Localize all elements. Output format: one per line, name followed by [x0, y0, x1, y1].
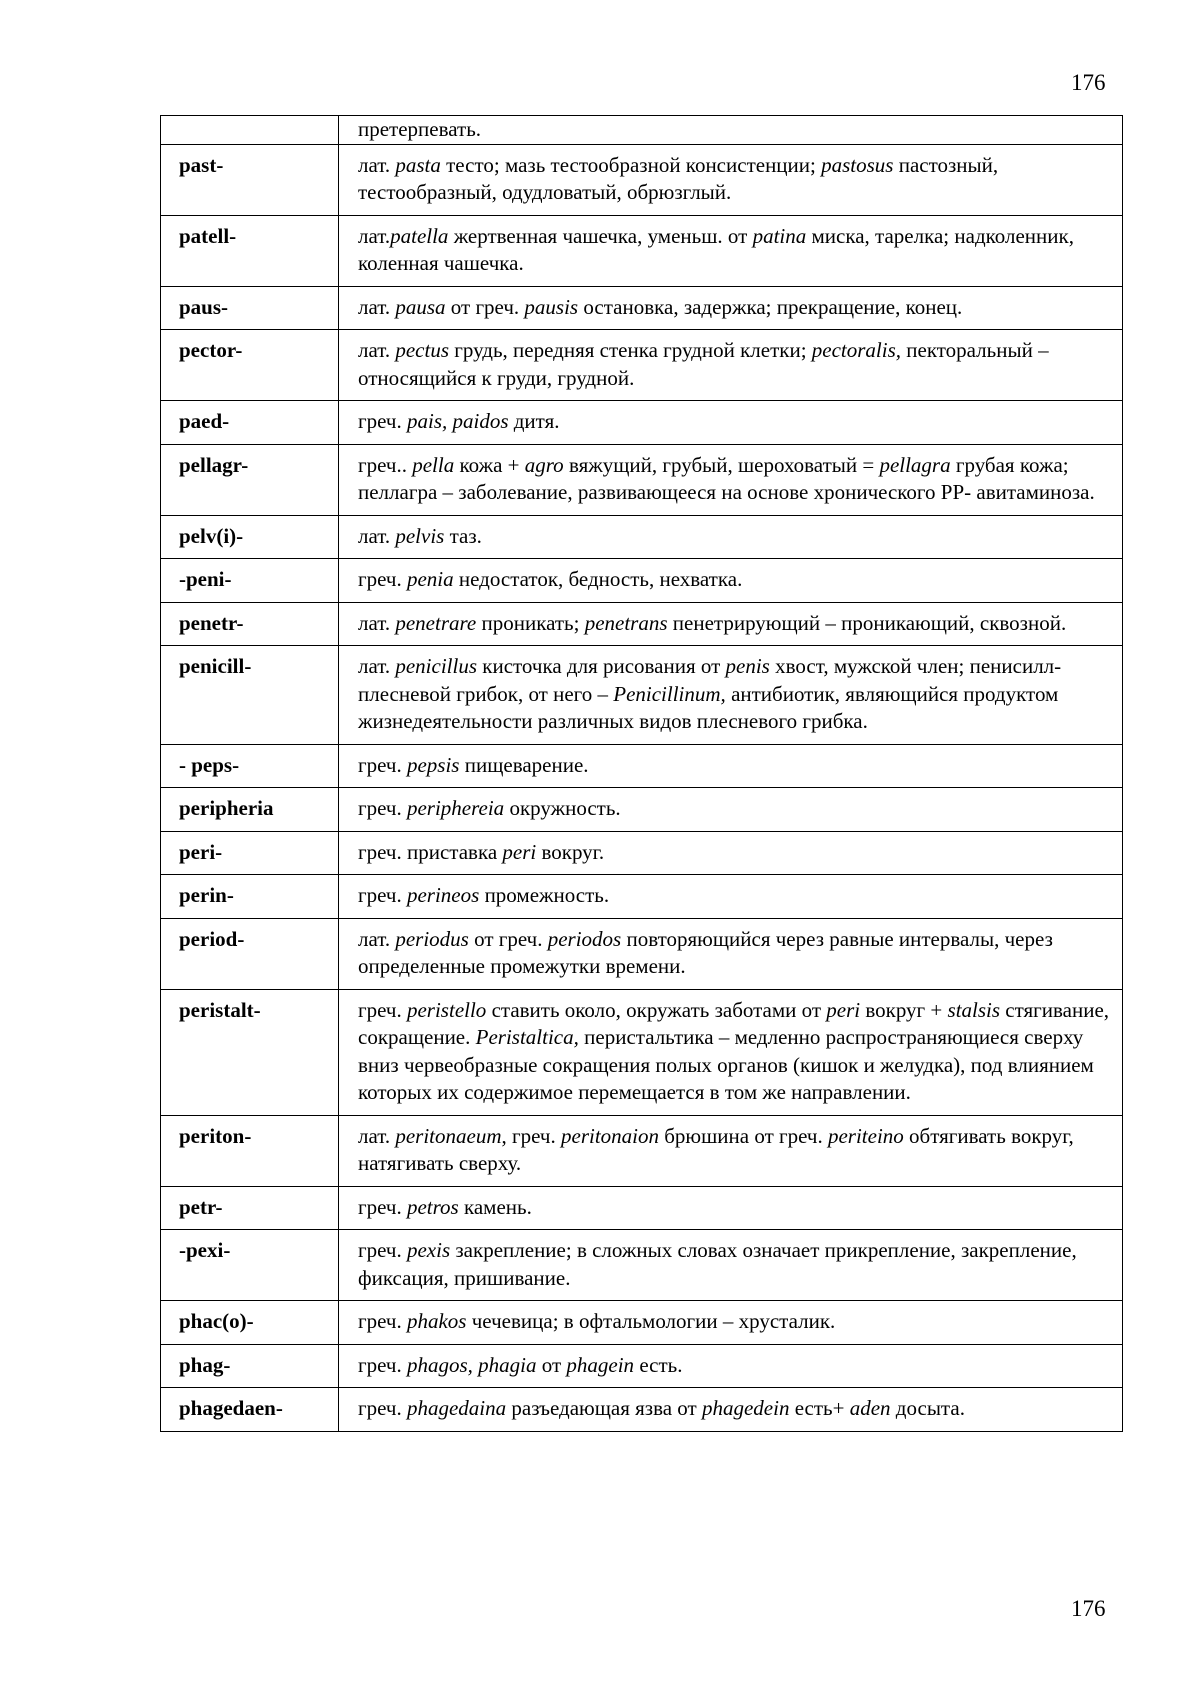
glossary-row: [161, 1301, 1123, 1345]
definition-cell: [339, 788, 1123, 832]
term-cell: pector-: [161, 330, 339, 401]
definition-text: проникать;: [476, 610, 585, 635]
definition-text: недостаток, бедность, нехватка.: [453, 567, 743, 591]
latin-term: patella: [390, 223, 449, 248]
latin-term: periodus: [395, 926, 469, 951]
glossary-row: [161, 788, 1123, 832]
glossary-row: [161, 1115, 1123, 1186]
latin-term: pectus: [395, 338, 450, 362]
definition-text: грудь, передняя стенка грудной клетки;: [449, 338, 812, 362]
glossary-row: [161, 330, 1123, 401]
definition-text: грубая кожа; пеллагра – заболевание, развивающееся на основе хронического РР- авитаминоза.: [358, 452, 1095, 504]
latin-term: pausa: [395, 294, 446, 319]
glossary-row: [161, 989, 1123, 1115]
definition-text: повторяющийся через равные интервалы, через определенные промежутки времени.: [358, 926, 1053, 978]
term-cell: pellagr-: [161, 444, 339, 515]
term-cell: paus-: [161, 286, 339, 330]
definition-text: греч.: [358, 796, 407, 820]
page-number-top: 176: [1071, 70, 1106, 95]
definition-text: досыта.: [890, 1396, 965, 1420]
definition-cell: [339, 330, 1123, 401]
latin-term: pella: [412, 452, 455, 477]
glossary-row: [161, 444, 1123, 515]
definition-cell: [339, 1388, 1123, 1432]
definition-cell: [339, 875, 1123, 919]
definition-cell: [339, 744, 1123, 788]
latin-term: pelvis: [395, 523, 445, 548]
term-cell: -peni-: [161, 559, 339, 603]
definition-text: таз.: [444, 523, 482, 548]
definition-text: дитя.: [508, 409, 560, 433]
latin-term: periteino: [827, 1123, 904, 1148]
definition-text: лат.: [358, 926, 396, 951]
glossary-row: [161, 215, 1123, 286]
definition-text: кожа +: [454, 452, 525, 477]
definition-text: пастозный, тестообразный, одудловатый, обрюзглый.: [358, 152, 999, 204]
latin-term: Penicillinum,: [613, 681, 726, 706]
definition-text: чечевица; в офтальмологии – хрусталик.: [466, 1309, 836, 1333]
definition-cell: [339, 401, 1123, 445]
definition-text: лат.: [358, 152, 396, 177]
latin-term: perineos: [406, 883, 480, 907]
glossary-row: [161, 602, 1123, 646]
term-cell: period-: [161, 918, 339, 989]
term-cell: [161, 116, 339, 145]
definition-text: лат.: [358, 294, 396, 319]
definition-text: вяжущий, грубый, шероховатый =: [563, 452, 880, 477]
definition-text: обтягивать вокруг, натягивать сверху.: [358, 1123, 1074, 1175]
latin-term: penetrare: [395, 610, 477, 635]
definition-cell: [339, 918, 1123, 989]
definition-text: греч.: [358, 409, 407, 433]
definition-text: , греч.: [501, 1123, 561, 1148]
latin-term: pexis: [406, 1238, 451, 1262]
definition-text: пекторальный – относящийся к груди, грудной.: [358, 338, 1049, 390]
definition-text: вокруг +: [860, 997, 948, 1022]
page-number-bottom: 176: [1071, 1596, 1106, 1621]
definition-cell: [339, 116, 1123, 145]
definition-text: греч.: [358, 1309, 407, 1333]
definition-text: греч.: [358, 1238, 407, 1262]
definition-text: лат.: [358, 338, 396, 362]
latin-term: phakos: [406, 1309, 467, 1333]
definition-text: тесто; мазь тестообразной консистенции;: [440, 152, 822, 177]
glossary-row: [161, 559, 1123, 603]
latin-term: phagein: [566, 1352, 635, 1377]
definition-cell: [339, 989, 1123, 1115]
glossary-row: [161, 286, 1123, 330]
term-cell: pelv(i)-: [161, 515, 339, 559]
latin-term: pastosus: [821, 152, 894, 177]
definition-text: остановка, задержка; прекращение, конец.: [578, 294, 963, 319]
term-cell: phagedaen-: [161, 1388, 339, 1432]
definition-text: брюшина от греч.: [659, 1123, 828, 1148]
definition-cell: [339, 1115, 1123, 1186]
latin-term: penetrans: [584, 610, 668, 635]
latin-term: periphereia: [406, 796, 505, 820]
definition-text: хвост, мужской член; пенисилл- плесневой грибок, от него –: [358, 654, 1062, 706]
definition-text: от: [536, 1352, 567, 1377]
term-cell: patell-: [161, 215, 339, 286]
glossary-row: [161, 1388, 1123, 1432]
term-cell: periton-: [161, 1115, 339, 1186]
definition-text: кисточка для рисования от: [477, 654, 726, 678]
latin-term: phagos, phagia: [406, 1352, 537, 1377]
definition-cell: [339, 515, 1123, 559]
glossary-row: [161, 116, 1123, 145]
definition-text: окружность.: [504, 796, 621, 820]
definition-text: стягивание, сокращение.: [358, 997, 1110, 1049]
definition-text: греч.: [358, 567, 407, 591]
definition-text: перистальтика – медленно распространяющиеся сверху вниз червеобразные сокращения полых органов (кишок и желудка), под влиянием которых их содержимое перемещается в том же направлении.: [358, 1025, 1094, 1104]
glossary-row: [161, 515, 1123, 559]
definition-text: промежность.: [479, 883, 610, 907]
glossary-table: [160, 115, 1123, 1432]
definition-cell: [339, 444, 1123, 515]
definition-text: лат.: [358, 523, 396, 548]
definition-text: пенетрирующий – проникающий, сквозной.: [667, 610, 1067, 635]
definition-cell: [339, 646, 1123, 745]
glossary-row: [161, 918, 1123, 989]
latin-term: petros: [406, 1194, 459, 1219]
definition-text: греч.: [358, 997, 407, 1022]
term-cell: paed-: [161, 401, 339, 445]
glossary-row: [161, 831, 1123, 875]
definition-text: греч.: [358, 1194, 407, 1219]
definition-cell: [339, 1186, 1123, 1230]
term-cell: peripheria: [161, 788, 339, 832]
term-cell: penicill-: [161, 646, 339, 745]
definition-text: антибиотик, являющийся продуктом жизнедеятельности различных видов плесневого грибка.: [358, 681, 1059, 733]
definition-text: греч.: [358, 752, 407, 777]
latin-term: penis: [725, 654, 770, 678]
definition-text: закрепление; в сложных словах означает прикрепление, закрепление, фиксация, пришивание.: [358, 1238, 1077, 1290]
latin-term: patina: [752, 223, 807, 248]
latin-term: pais, paidos: [406, 409, 509, 433]
definition-text: греч..: [358, 452, 413, 477]
glossary-row: [161, 875, 1123, 919]
definition-text: греч.: [358, 883, 407, 907]
latin-term: pausis: [524, 294, 579, 319]
definition-text: греч. приставка: [358, 839, 503, 864]
latin-term: pasta: [395, 152, 441, 177]
term-cell: peri-: [161, 831, 339, 875]
latin-term: stalsis: [947, 997, 1001, 1022]
definition-text: разъедающая язва от: [506, 1396, 702, 1420]
latin-term: peri: [502, 839, 537, 864]
definition-text: от греч.: [445, 294, 525, 319]
definition-text: лат.: [358, 1123, 396, 1148]
definition-text: лат.: [358, 223, 391, 248]
latin-term: pepsis: [406, 752, 460, 777]
definition-cell: [339, 215, 1123, 286]
glossary-row: [161, 144, 1123, 215]
term-cell: perin-: [161, 875, 339, 919]
definition-cell: [339, 831, 1123, 875]
definition-text: есть.: [634, 1352, 683, 1377]
latin-term: phagedein: [701, 1396, 790, 1420]
definition-text: миска, тарелка; надколенник, коленная чашечка.: [358, 223, 1074, 275]
latin-term: periodos: [547, 926, 622, 951]
latin-term: peritonaeum: [395, 1123, 502, 1148]
latin-term: pectoralis,: [811, 338, 902, 362]
latin-term: penicillus: [395, 654, 478, 678]
latin-term: Peristaltica,: [475, 1025, 579, 1049]
latin-term: peritonaion: [561, 1123, 659, 1148]
glossary-row: [161, 744, 1123, 788]
glossary-row: [161, 401, 1123, 445]
definition-text: ставить около, окружать заботами от: [486, 997, 827, 1022]
latin-term: agro: [524, 452, 564, 477]
glossary-row: [161, 1186, 1123, 1230]
latin-term: phagedaina: [406, 1396, 507, 1420]
glossary-row: [161, 1230, 1123, 1301]
latin-term: aden: [849, 1396, 891, 1420]
definition-cell: [339, 1230, 1123, 1301]
definition-text: лат.: [358, 654, 396, 678]
definition-text: от греч.: [468, 926, 548, 951]
term-cell: - peps-: [161, 744, 339, 788]
definition-text: греч.: [358, 1352, 407, 1377]
term-cell: peristalt-: [161, 989, 339, 1115]
definition-cell: [339, 602, 1123, 646]
latin-term: pellagra: [879, 452, 951, 477]
term-cell: phag-: [161, 1344, 339, 1388]
term-cell: petr-: [161, 1186, 339, 1230]
term-cell: -pexi-: [161, 1230, 339, 1301]
definition-text: пищеварение.: [459, 752, 589, 777]
term-cell: penetr-: [161, 602, 339, 646]
definition-text: лат.: [358, 610, 396, 635]
definition-text: претерпевать.: [358, 117, 482, 141]
definition-text: есть+: [789, 1396, 850, 1420]
definition-text: жертвенная чашечка, уменьш. от: [448, 223, 753, 248]
definition-text: камень.: [458, 1194, 532, 1219]
latin-term: penia: [406, 567, 454, 591]
glossary-row: [161, 1344, 1123, 1388]
definition-cell: [339, 1301, 1123, 1345]
term-cell: phac(o)-: [161, 1301, 339, 1345]
glossary-row: [161, 646, 1123, 745]
latin-term: peristello: [406, 997, 487, 1022]
definition-text: греч.: [358, 1396, 407, 1420]
latin-term: peri: [826, 997, 861, 1022]
definition-cell: [339, 286, 1123, 330]
term-cell: past-: [161, 144, 339, 215]
definition-cell: [339, 1344, 1123, 1388]
definition-text: вокруг.: [536, 839, 605, 864]
definition-cell: [339, 144, 1123, 215]
definition-cell: [339, 559, 1123, 603]
